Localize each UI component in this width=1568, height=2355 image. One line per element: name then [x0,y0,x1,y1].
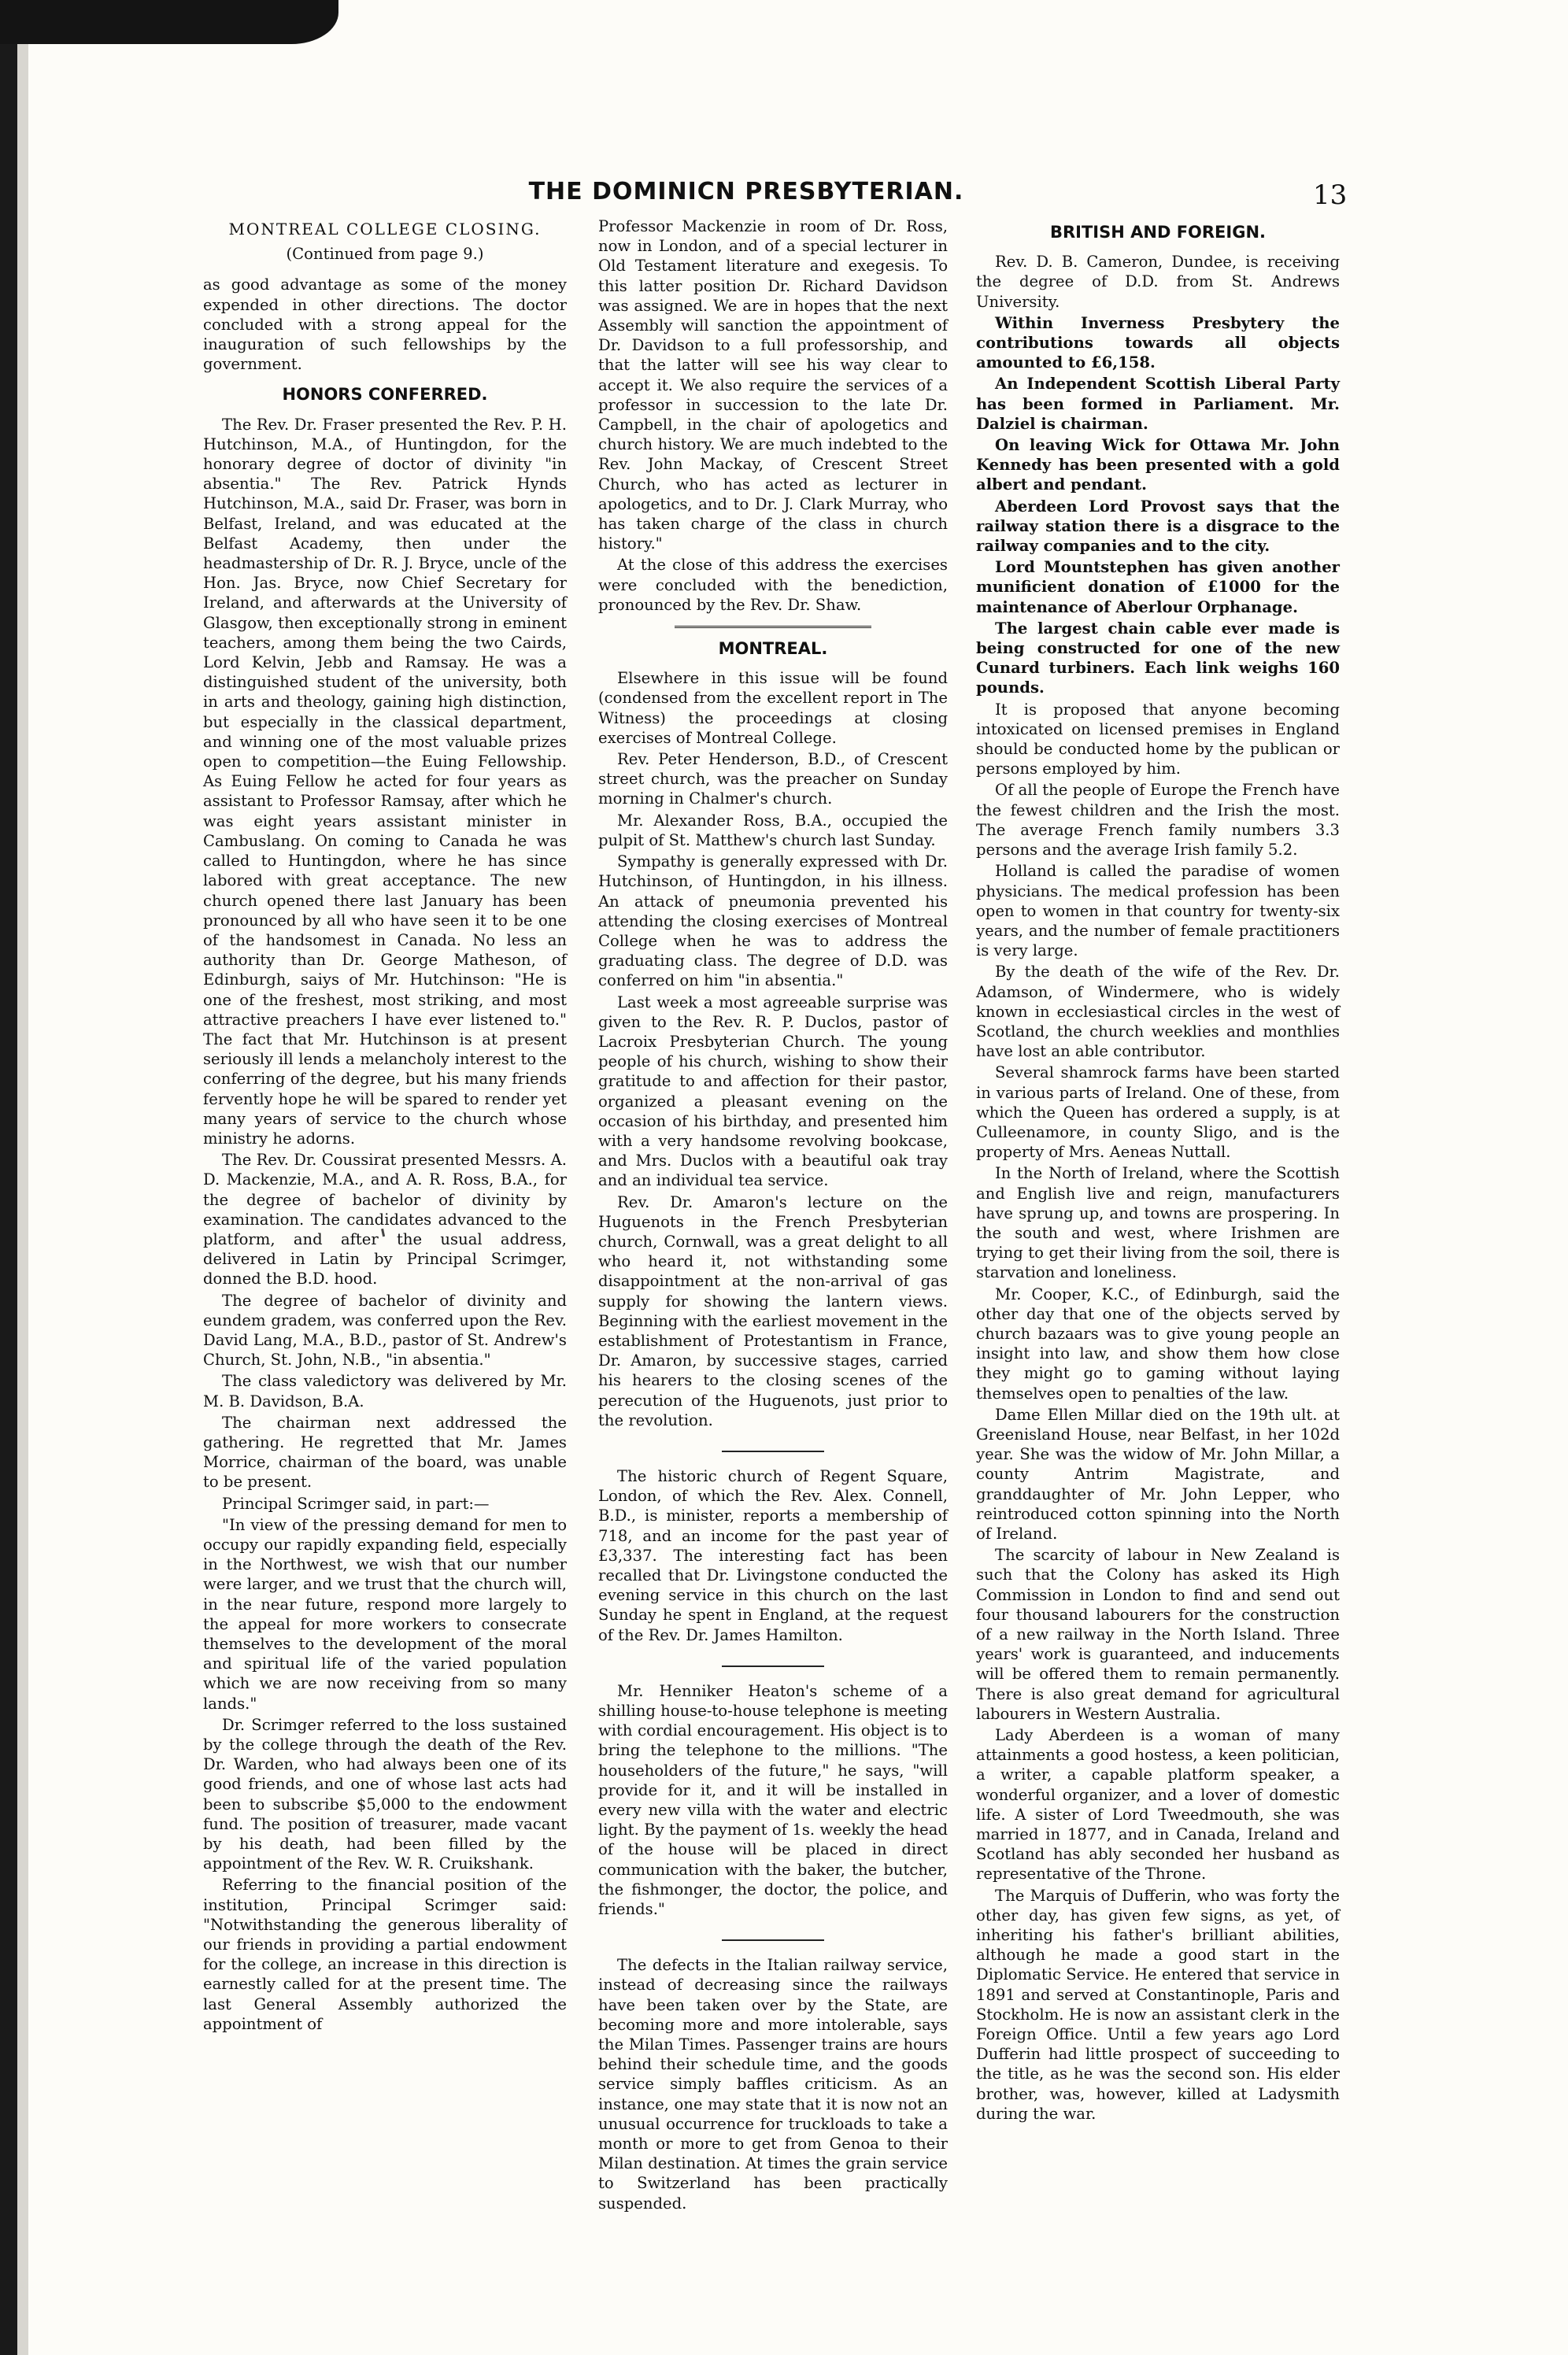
column-1 [203,216,567,2035]
paragraph: Rev. Peter Henderson, B.D., of Crescent street church, was the preacher on Sunday morning in Chalmer's church. [598,750,948,808]
paragraph: The class valedictory was delivered by Mr. M. B. Davidson, B.A. [203,1372,567,1410]
paragraph: Referring to the financial position of the institution, Principal Scrimger said: "Notwithstanding the generous liberality of our friends in providing a partial endowment for the college, an increase in this direction is earnestly called for at the present time. The last General Assembly authorized the appointment of [203,1876,567,2033]
paragraph: By the death of the wife of the Rev. Dr. Adamson, of Windermere, who is widely known in ecclesiastical circles in the west of Scotland, the church weeklies and monthlies have lost an able contributor. [976,963,1340,1061]
section-heading: MONTREAL COLLEGE CLOSING. [228,220,542,238]
paragraph: Lord Mountstephen has given another munificient donation of £1000 for the maintenance of Aberlour Orphanage. [976,558,1340,616]
paragraph: Aberdeen Lord Provost says that the railway station there is a disgrace to the railway companies and to the city. [976,497,1340,556]
paragraph: Elsewhere in this issue will be found (condensed from the excellent report in The Witness) the proceedings at closing exercises of Montreal College. [598,669,948,747]
paragraph: Holland is called the paradise of women physicians. The medical profession has been open to women in that country for twenty-six years, and the number of female practitioners is very large. [976,862,1340,960]
paragraph: The degree of bachelor of divinity and eundem gradem, was conferred upon the Rev. David Lang, M.A., B.D., pastor of St. Andrew's Church, St. John, N.B., "in absentia." [203,1291,567,1370]
column-2 [598,216,948,2215]
divider [722,1939,824,1941]
paragraph: The Marquis of Dufferin, who was forty the other day, has given few signs, as yet, of inheriting his father's brilliant abilities, although he made a good start in the Diplomatic Service. He entered that service in 1891 and served at Constantinople, Paris and Stockholm. He is now an assistant clerk in the Foreign Office. Until a few years ago Lord Dufferin had little prospect of succeeding to the title, as he was the second son. His elder brother, was, however, killed at Ladysmith during the war. [976,1886,1340,2123]
paragraph: Last week a most agreeable surprise was given to the Rev. R. P. Duclos, pastor of Lacroix Presbyterian Church. The young people of his church, wishing to show their gratitude to and affection for their pastor, organized a pleasant evening on the occasion of his birthday, and presented him with a very handsome revolving bookcase, and Mrs. Duclos with a beautiful oak tray and an individual tea service. [598,993,948,1190]
paragraph: It is proposed that anyone becoming intoxicated on licensed premises in England should be conducted home by the publican or persons employed by him. [976,700,1340,778]
paragraph: Dr. Scrimger referred to the loss sustained by the college through the death of the Rev. Dr. Warden, who had always been one of its good friends, and one of whose last acts had been to subscribe $5,000 to the endowment fund. The position of treasurer, made vacant by his death, had been filled by the appointment of the Rev. W. R. Cruikshank. [203,1715,567,1873]
section-subheading: (Continued from page 9.) [286,245,484,264]
section-heading: MONTREAL. [718,639,828,659]
paragraph: Several shamrock farms have been started in various parts of Ireland. One of these, from which the Queen has ordered a supply, is at Culleenamore, in county Sligo, and is the property of Mrs. Aeneas Nuttall. [976,1063,1340,1162]
divider [675,626,871,628]
torn-corner [0,0,338,44]
paragraph: An Independent Scottish Liberal Party has been formed in Parliament. Mr. Dalziel is chairman. [976,375,1340,433]
paragraph: Mr. Henniker Heaton's scheme of a shilling house-to-house telephone is meeting with cordial encouragement. His object is to bring the telephone to the millions. "The householders of the future," he says, "will provide for it, and it will be installed in every new villa with the water and electric light. By the payment of 1s. weekly the head of the house will be placed in direct communication with the baker, the butcher, the fishmonger, the doctor, the police, and friends." [598,1681,948,1919]
scan-shadow [17,0,28,2355]
paragraph: The Rev. Dr. Fraser presented the Rev. P. H. Hutchinson, M.A., of Huntingdon, for the honorary degree of doctor of divinity "in absentia." The Rev. Patrick Hynds Hutchinson, M.A., said Dr. Fraser, was born in Belfast, Ireland, and was educated at the Belfast Academy, then under the headmastership of Dr. R. J. Bryce, uncle of the Hon. Jas. Bryce, now Chief Secretary for Ireland, and afterwards at the University of Glasgow, then exceptionally strong in eminent teachers, among them being the two Cairds, Lord Kelvin, Jebb and Ramsay. He was a distinguished student of the university, both in arts and theology, gaining high distinction, but especially in the classical department, and winning one of the most valuable prizes open to competition—the Euing Fellowship. As Euing Fellow he acted for four years as assistant to Professor Ramsay, after which he was eight years assistant minister in Cambuslang. On coming to Canada he was called to Huntingdon, where he has since labored with great acceptance. The new church opened there last January has been pronounced by all who have seen it to be one of the handsomest in Canada. No less an authority than Dr. George Matheson, of Edinburgh, saiys of Mr. Hutchinson: "He is one of the freshest, most striking, and most attractive preachers I have ever listened to." The fact that Mr. Hutchinson is at present seriously ill lends a melancholy interest to the conferring of the degree, but his many friends fervently hope he will be spared to render yet many years of service to the church whose ministry he adorns. [203,415,567,1148]
paragraph: Within Inverness Presbytery the contributions towards all objects amounted to £6,158. [976,313,1340,372]
column-3 [976,216,1340,2125]
paragraph: The chairman next addressed the gathering. He regretted that Mr. James Morrice, chairman of the board, was unable to be present. [203,1413,567,1492]
paragraph: Rev. D. B. Cameron, Dundee, is receiving the degree of D.D. from St. Andrews University. [976,253,1340,311]
paragraph: as good advantage as some of the money expended in other directions. The doctor concluded with a strong appeal for the inauguration of such fellowships by the government. [203,275,567,374]
paragraph: Dame Ellen Millar died on the 19th ult. at Greenisland House, near Belfast, in her 102d year. She was the widow of Mr. John Millar, a county Antrim Magistrate, and granddaughter of Mr. John Lepper, who reintroduced cotton spinning into the North of Ireland. [976,1405,1340,1543]
paragraph: Principal Scrimger said, in part:— [222,1494,490,1513]
paragraph: The largest chain cable ever made is being constructed for one of the new Cunard turbiners. Each link weighs 160 pounds. [976,619,1340,697]
paragraph: The Rev. Dr. Coussirat presented Messrs. A. D. Mackenzie, M.A., and A. R. Ross, B.A., for the degree of bachelor of divinity by examination. The candidates advanced to the platform, and after the usual address, delivered in Latin by Principal Scrimger, donned the B.D. hood. [203,1151,567,1288]
page-number: 13 [1313,179,1348,211]
paragraph: Mr. Cooper, K.C., of Edinburgh, said the other day that one of the objects served by church bazaars was to give young people an insight into law, and show them how close they might go to gaming without laying themselves open to penalties of the law. [976,1285,1340,1403]
paragraph: Of all the people of Europe the French have the fewest children and the Irish the most. The average French family numbers 3.3 persons and the average Irish family 5.2. [976,781,1340,860]
paragraph: At the close of this address the exercises were concluded with the benediction, pronounced by the Rev. Dr. Shaw. [598,556,948,614]
paragraph: Professor Mackenzie in room of Dr. Ross, now in London, and of a special lecturer in Old Testament literature and exegesis. To this latter position Dr. Richard Davidson was assigned. We are in hopes that the next Assembly will sanction the appointment of Dr. Davidson to a full professorship, and that the latter will see his way clear to accept it. We also require the services of a professor in succession to the late Dr. Campbell, in the chair of apologetics and church history. We are much indebted to the Rev. John Mackay, of Crescent Street Church, who has acted as lecturer in apologetics, and to Dr. J. Clark Murray, who has taken charge of the class in church history." [598,217,948,553]
paragraph: The historic church of Regent Square, London, of which the Rev. Alex. Connell, B.D., is minister, reports a membership of 718, and an income for the past year of £3,337. The interesting fact has been recalled that Dr. Livingstone conducted the evening service in this church on the last Sunday he spent in England, at the request of the Rev. Dr. James Hamilton. [598,1466,948,1644]
paragraph: Rev. Dr. Amaron's lecture on the Huguenots in the French Presbyterian church, Cornwall, was a great delight to all who heard it, not withstanding some disappointment at the non-arrival of gas supply for showing the lantern views. Beginning with the earliest movement in the establishment of Protestantism in France, Dr. Amaron, by successive stages, carried his hearers to the closing scenes of the perecution of the Huguenots, just prior to the revolution. [598,1192,948,1429]
paragraph: Lady Aberdeen is a woman of many attainments a good hostess, a keen politician, a writer, a capable platform speaker, a wonderful organizer, and a lover of domestic life. A sister of Lord Tweedmouth, she was married in 1877, and in Canada, Ireland and Scotland has ably seconded her husband as representative of the Throne. [976,1726,1340,1884]
scan-border [0,0,17,2355]
paragraph: "In view of the pressing demand for men to occupy our rapidly expanding field, especially in the Northwest, we wish that our number were larger, and we trust that the church will, in the near future, respond more largely to the appeal for more workers to consecrate themselves to the development of the moral and spiritual life of the varied population which we are now receiving from so many lands." [203,1515,567,1713]
paragraph: Mr. Alexander Ross, B.A., occupied the pulpit of St. Matthew's church last Sunday. [598,811,948,849]
page-title: THE DOMINICN PRESBYTERIAN. [528,178,964,205]
paragraph: The defects in the Italian railway service, instead of decreasing since the railways have been taken over by the State, are becoming more and more intolerable, says the Milan Times. Passenger trains are hours behind their schedule time, and the goods service simply baffles criticism. As an instance, one may state that it is now not an unusual occurrence for truckloads to take a month or more to get from Genoa to their Milan destination. At times the grain service to Switzerland has been practically suspended. [598,1956,948,2213]
paragraph: In the North of Ireland, where the Scottish and English live and reign, manufacturers have sprung up, and towns are prospering. In the south and west, where Irishmen are trying to get their living from the soil, there is starvation and loneliness. [976,1164,1340,1282]
divider [722,1451,824,1452]
divider [722,1666,824,1667]
paragraph: Sympathy is generally expressed with Dr. Hutchinson, of Huntingdon, in his illness. An attack of pneumonia prevented his attending the closing exercises of Montreal College when he was to address the graduating class. The degree of D.D. was conferred on him "in absentia." [598,852,948,990]
paragraph: The scarcity of labour in New Zealand is such that the Colony has asked its High Commission in London to find and send out four thousand labourers for the construction of a new railway in the North Island. Three years' work is guaranteed, and inducements will be offered them to remain permanently. There is also great demand for agricultural labourers in Western Australia. [976,1546,1340,1723]
section-heading: BRITISH AND FOREIGN. [1049,223,1267,242]
section-heading: HONORS CONFERRED. [282,385,488,405]
paragraph: On leaving Wick for Ottawa Mr. John Kennedy has been presented with a gold albert and pendant. [976,436,1340,494]
